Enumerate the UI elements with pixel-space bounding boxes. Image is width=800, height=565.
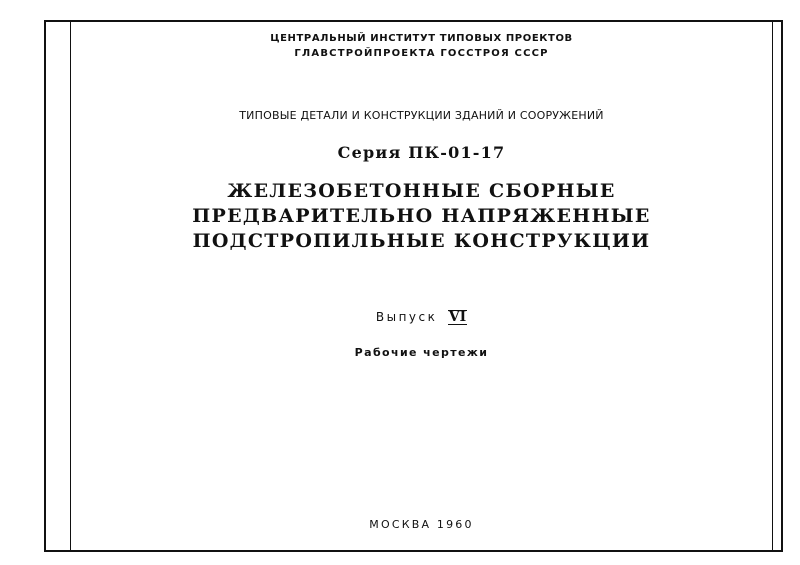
title-line-3: ПОДСТРОПИЛЬНЫЕ КОНСТРУКЦИИ — [192, 230, 651, 252]
title-line-2: ПРЕДВАРИТЕЛЬНО НАПРЯЖЕННЫЕ — [192, 205, 651, 227]
category-heading: ТИПОВЫЕ ДЕТАЛИ И КОНСТРУКЦИИ ЗДАНИЙ И СООРУЖЕНИЙ — [239, 109, 604, 122]
organization-line-2: ГЛАВСТРОЙПРОЕКТА ГОССТРОЯ СССР — [294, 48, 549, 59]
place-and-year: МОСКВА 1960 — [369, 518, 474, 531]
issue-label: Выпуск — [375, 310, 438, 324]
subtitle-working-drawings: Рабочие чертежи — [354, 346, 489, 359]
series-label: Серия ПК-01-17 — [337, 143, 506, 162]
issue-number: VI — [448, 309, 467, 325]
title-line-1: ЖЕЛЕЗОБЕТОННЫЕ СБОРНЫЕ — [227, 180, 616, 202]
frame-inner-line — [772, 20, 773, 552]
organization-line-1: ЦЕНТРАЛЬНЫЙ ИНСТИТУТ ТИПОВЫХ ПРОЕКТОВ — [270, 33, 573, 44]
issue-line — [71, 310, 772, 325]
binding-margin — [44, 20, 71, 552]
drawing-frame — [44, 20, 783, 552]
